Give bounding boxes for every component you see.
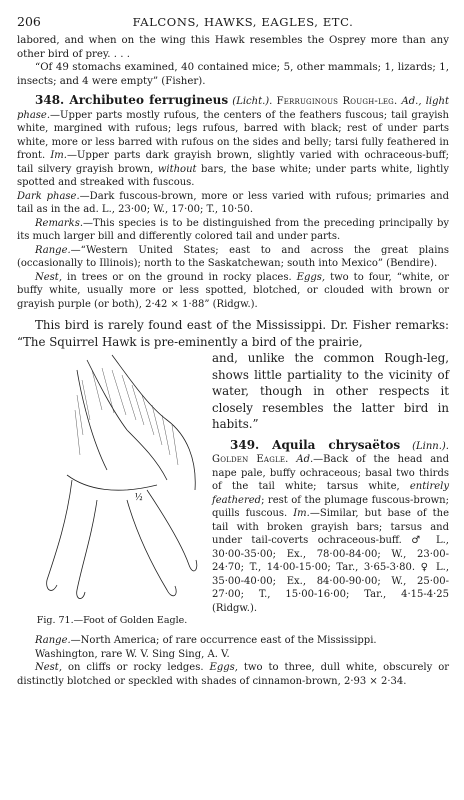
species-348-im-label: Im. bbox=[50, 150, 67, 162]
species-348-name: 348. Archibuteo ferrugineus bbox=[35, 93, 229, 108]
species-349-bottom bbox=[17, 634, 449, 688]
right-column bbox=[212, 350, 449, 615]
species-349-common: Golden Eagle. bbox=[212, 454, 289, 466]
figure-caption: Fig. 71.—Foot of Golden Eagle. bbox=[36, 615, 188, 627]
note-paragraph: This bird is rarely found east of the Mississippi. Dr. Fisher remarks: “The Squirrel Hawk is pre-eminently a bird of the prairie, bbox=[17, 318, 449, 349]
intro-quote: “Of 49 stomachs examined, 40 contained mice; 5, other mammals; 1, lizards; 1, insects; and 4 were empty” (Fisher). bbox=[17, 62, 449, 87]
species-349-im-text: —Similar, but base of the tail with broken grayish bars; tarsus and under tail-coverts ochraceous-buff. ♂ L., 30·00-35·00; Ex., 78·00-84·00; W., 23·00-24·70; T., 14·00-15·00; Tar., 3·65-3·80. ♀ L., 35·00-40·00; Ex., 84·00-90·00; W., 25·00-27·00; T., 15·00-16·00; Tar., 4·15-4·25 (Ridgw.). bbox=[212, 508, 449, 614]
species-349-ad-text: —Back of the head and nape pale, buffy ochraceous; basal two thirds of the tail white; tarsus white, bbox=[212, 454, 449, 493]
nest-label: Nest, bbox=[35, 271, 62, 283]
figure-scale-label: ½ bbox=[135, 492, 143, 504]
species-349-author: (Linn.). bbox=[412, 440, 449, 452]
species-349-ad-label: Ad. bbox=[296, 454, 314, 466]
species-348-dark-text: —Dark fuscous-brown, more or less varied with rufous; primaries and tail as in the ad. L., 23·00; W., 17·00; T., 10·50. bbox=[17, 190, 450, 216]
nest-349-text: on cliffs or rocky ledges. bbox=[67, 662, 204, 674]
eggs-label: Eggs, bbox=[296, 271, 326, 283]
species-348-author: (Licht.). bbox=[232, 96, 273, 108]
range-label: Range. bbox=[35, 244, 71, 256]
species-348-ad-label: Ad., light phase. bbox=[17, 96, 449, 121]
running-header bbox=[17, 14, 449, 34]
without-word: without bbox=[157, 163, 197, 175]
eggs-text: two to four, “white, or buffy white, usually more or less spotted, blotched, or clouded with brown or grayish purple (or both), 2·42 × 1·88” (Ridgw.). bbox=[17, 271, 449, 310]
species-349-ad-text2: ; rest of the plumage fuscous-brown; quills fuscous. bbox=[212, 494, 449, 520]
range-text: —“Western United States; east to and across the great plains (occasionally to Illinois); north to the Saskatchewan; south into Mexico” (Bendire). bbox=[17, 244, 449, 270]
eggs-349-text: two to three, dull white, obscurely or distinctly blotched or speckled with shades of cinnamon-brown, 2·93 × 2·34. bbox=[17, 662, 450, 687]
entirely-phrase: entirely feathered bbox=[212, 481, 449, 506]
species-349 bbox=[212, 439, 449, 616]
running-title: FALCONS, HAWKS, EAGLES, ETC. bbox=[132, 15, 354, 29]
page-number: 206 bbox=[17, 14, 41, 29]
species-349-im-label: Im. bbox=[293, 508, 310, 520]
species-348-dark-label: Dark phase. bbox=[17, 190, 80, 202]
remarks-text: —This species is to be distinguished from the preceding principally by its much larger bill and differently colored tail and under parts. bbox=[17, 217, 449, 243]
species-348-description: —Upper parts mostly rufous, the centers of the feathers fuscous; tail grayish white, margined with rufous; legs rufous, barred with black; rest of under parts white, more or less barred with rufous on the sides and belly; tarsi fully feathered in front. bbox=[17, 109, 449, 162]
range-349-text: —North America; of rare occurrence east of the Mississippi. bbox=[70, 635, 377, 647]
eggs-349-label: Eggs, bbox=[209, 662, 238, 674]
note-continued: and, unlike the common Rough-leg, shows little partiality to the vicinity of water, though in other respects it closely resembles the latter bird in habits.” bbox=[212, 351, 449, 432]
range-349-label: Range. bbox=[35, 635, 71, 647]
species-348-im-text: —Upper parts dark grayish brown, slightly varied with ochraceous-buff; tail silvery grayish brown, bbox=[17, 150, 449, 175]
figure-section bbox=[17, 350, 449, 630]
local-records: Washington, rare W. V. Sing Sing, A. V. bbox=[35, 648, 230, 660]
remarks-label: Remarks. bbox=[35, 217, 84, 229]
eagle-foot-illustration bbox=[17, 350, 207, 615]
species-348 bbox=[17, 94, 449, 311]
species-348-common: Ferruginous Rough-leg. bbox=[276, 96, 398, 108]
nest-349-label: Nest, bbox=[35, 662, 62, 674]
intro-line: labored, and when on the wing this Hawk resembles the Osprey more than any other bird of prey. . . . bbox=[17, 35, 449, 60]
nest-text: in trees or on the ground in rocky places. bbox=[67, 271, 292, 283]
species-348-im-text2: bars, the base white; under parts white, lightly spotted and streaked with fuscous. bbox=[17, 163, 449, 189]
species-349-name: 349. Aquila chrysaëtos bbox=[230, 437, 401, 452]
page bbox=[17, 14, 449, 688]
